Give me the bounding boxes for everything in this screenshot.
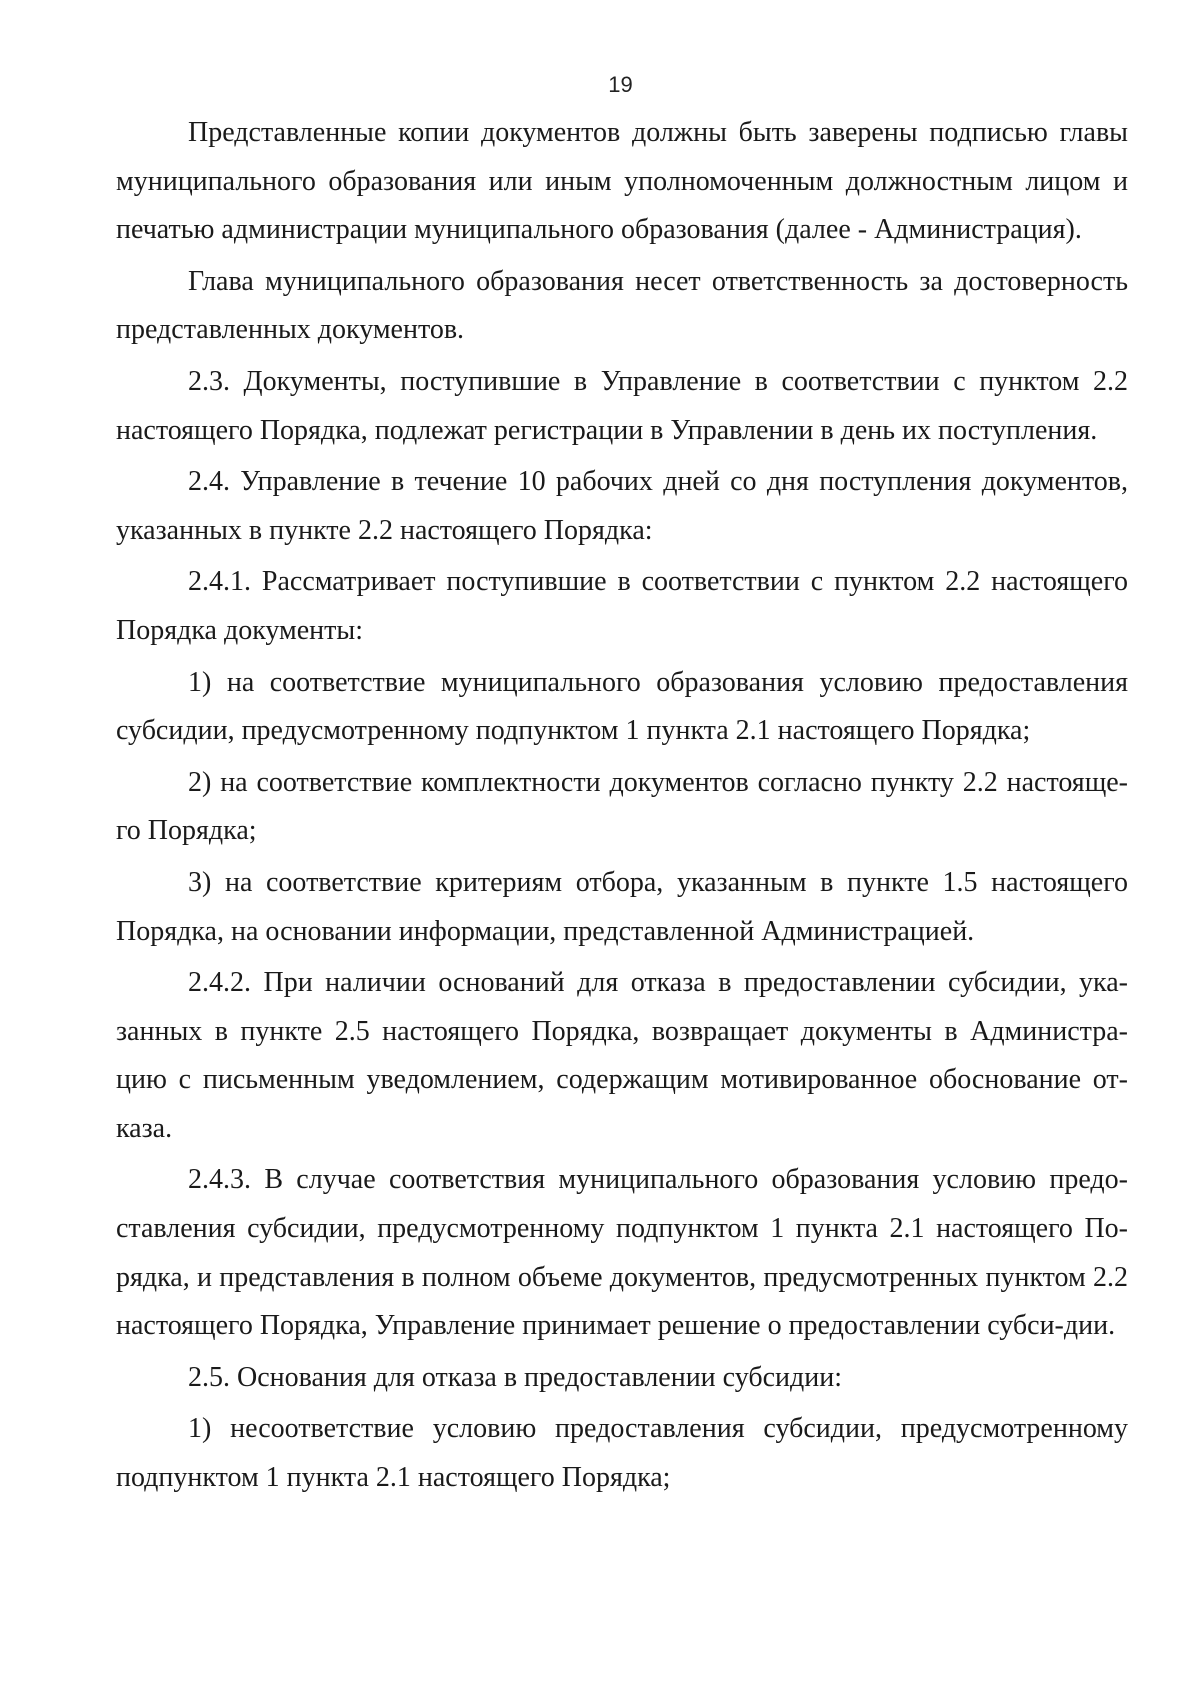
- page-number: 19: [608, 72, 633, 97]
- paragraph-head-responsibility: Глава муниципального образования несет ответственность за достоверность представленных документов.: [116, 265, 1128, 346]
- paragraph-2-4-3: 2.4.3. В случае соответствия муниципального образования условию предо-ставления субсидии, предусмотренному подпунктом 1 пункта 2.1 настоящего По-рядка, и представления в полном объеме документов, предусмотренных пунктом 2.2 настоящего Порядка, Управление принимает решение о предоставлении субси-дии.: [116, 1164, 1128, 1342]
- list-item-2-4-1-2: 2) на соответствие комплектности документов согласно пункту 2.2 настояще-го Порядка;: [116, 766, 1128, 847]
- document-body: [116, 109, 1128, 1506]
- list-item-2-4-1-3: 3) на соответствие критериям отбора, указанным в пункте 1.5 настоящего Порядка, на основании информации, представленной Администрацией.: [116, 866, 1128, 947]
- paragraph-2-4-1: 2.4.1. Рассматривает поступившие в соответствии с пунктом 2.2 настоящего Порядка документы:: [116, 566, 1128, 646]
- list-item-2-5-1: 1) несоответствие условию предоставления субсидии, предусмотренному подпунктом 1 пункта 2.1 настоящего Порядка;: [116, 1413, 1128, 1494]
- paragraph-copies-certification: Представленные копии документов должны быть заверены подписью главы муниципального образования или иным уполномоченным должностным лицом и печатью администрации муниципального образования (далее - Администрация).: [116, 117, 1128, 246]
- paragraph-2-5: 2.5. Основания для отказа в предоставлении субсидии:: [188, 1361, 843, 1393]
- paragraph-2-4: 2.4. Управление в течение 10 рабочих дней со дня поступления документов, указанных в пункте 2.2 настоящего Порядка:: [116, 466, 1128, 546]
- paragraph-2-3: 2.3. Документы, поступившие в Управление в соответствии с пунктом 2.2 настоящего Порядка, подлежат регистрации в Управлении в день их поступления.: [116, 365, 1128, 446]
- paragraph-2-4-2: 2.4.2. При наличии оснований для отказа в предоставлении субсидии, ука-занных в пункте 2.5 настоящего Порядка, возвращает документы в Администра-цию с письменным уведомлением, содержащим мотивированное обоснование от-каза.: [116, 967, 1128, 1144]
- list-item-2-4-1-1: 1) на соответствие муниципального образования условию предоставления субсидии, предусмотренному подпунктом 1 пункта 2.1 настоящего Порядка;: [116, 666, 1128, 747]
